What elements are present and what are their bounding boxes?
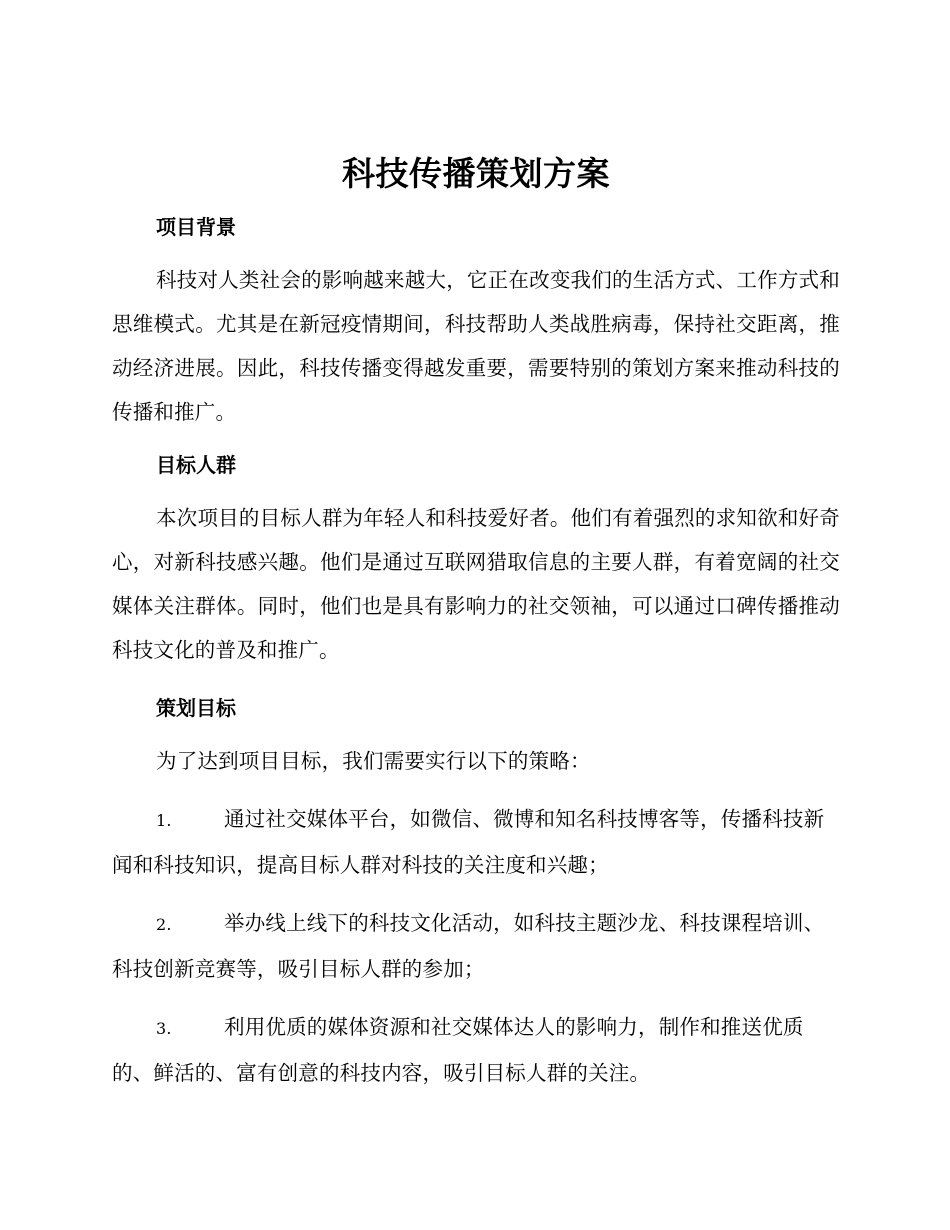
document-title: 科技传播策划方案 bbox=[342, 154, 610, 193]
section-paragraph-audience: 本次项目的目标人群为年轻人和科技爱好者。他们有着强烈的求知欲和好奇心，对新科技感兴趣。他们是通过互联网猎取信息的主要人群，有着宽阔的社交媒体关注群体。同时，他们也是具有影响力的社交领袖，可以通过口碑传播推动科技文化的普及和推广。 bbox=[112, 506, 840, 662]
list-item bbox=[112, 797, 840, 887]
list-item bbox=[112, 901, 840, 991]
section-heading-background: 项目背景 bbox=[156, 215, 236, 239]
list-item-text: 举办线上线下的科技文化活动，如科技主题沙龙、科技课程培训、科技创新竞赛等，吸引目标人群的参加； bbox=[112, 911, 825, 981]
section-paragraph-background: 科技对人类社会的影响越来越大，它正在改变我们的生活方式、工作方式和思维模式。尤其是在新冠疫情期间，科技帮助人类战胜病毒，保持社交距离，推动经济进展。因此，科技传播变得越发重要，需要特别的策划方案来推动科技的传播和推广。 bbox=[112, 268, 840, 424]
list-item-number: 3. bbox=[156, 1019, 172, 1038]
list-item-number: 1. bbox=[156, 811, 172, 830]
list-item-text: 通过社交媒体平台，如微信、微博和知名科技博客等，传播科技新闻和科技知识，提高目标人群对科技的关注度和兴趣； bbox=[112, 807, 825, 877]
section-heading-goals: 策划目标 bbox=[156, 696, 236, 720]
list-item bbox=[112, 1005, 840, 1095]
list-item-text: 利用优质的媒体资源和社交媒体达人的影响力，制作和推送优质的、鲜活的、富有创意的科技内容，吸引目标人群的关注。 bbox=[112, 1015, 804, 1085]
section-paragraph-goals: 为了达到项目目标，我们需要实行以下的策略： bbox=[156, 749, 591, 773]
section-heading-audience: 目标人群 bbox=[156, 453, 236, 477]
list-item-number: 2. bbox=[156, 915, 172, 934]
